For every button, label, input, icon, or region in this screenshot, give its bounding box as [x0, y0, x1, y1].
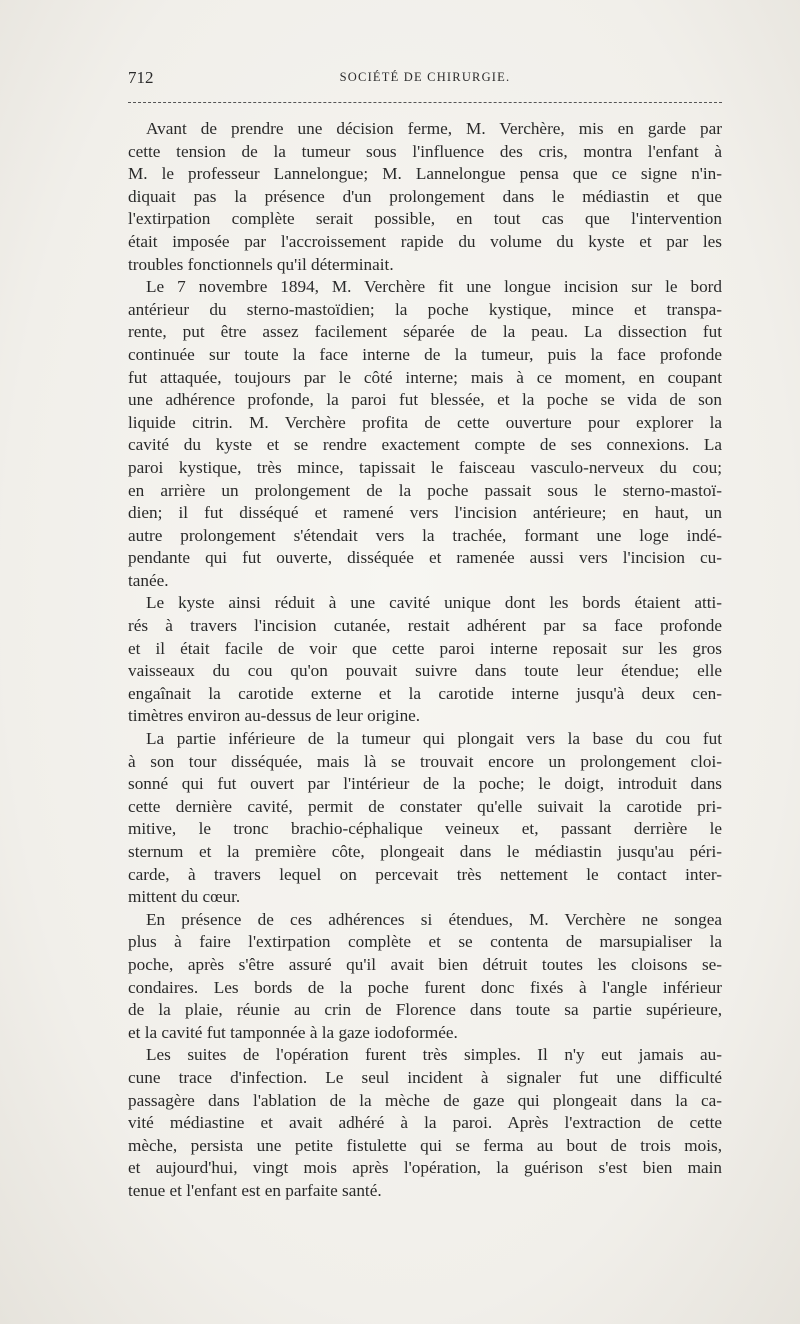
text-line: antérieur du sterno-mastoïdien; la poche kystique, mince et transpa- [128, 299, 722, 319]
text-line: diquait pas la présence d'un prolongement dans le médiastin et que [128, 186, 722, 206]
text-line: timètres environ au-dessus de leur origine. [128, 706, 421, 726]
paragraph [128, 118, 722, 276]
text-line: M. le professeur Lannelongue; M. Lannelongue pensa que ce signe n'in- [128, 164, 722, 184]
text-line: continuée sur toute la face interne de la tumeur, puis la face profonde [128, 344, 722, 364]
text-line: carde, à travers lequel on percevait très nettement le contact inter- [128, 864, 722, 884]
text-line: et la cavité fut tamponnée à la gaze iodoformée. [128, 1022, 458, 1042]
paragraph [128, 276, 722, 592]
text-line: et aujourd'hui, vingt mois après l'opération, la guérison s'est bien main [128, 1158, 722, 1178]
text-line: fut attaquée, toujours par le côté interne; mais à ce moment, en coupant [128, 367, 722, 387]
text-line: passagère dans l'ablation de la mèche de gaze qui plongeait dans la ca- [128, 1090, 722, 1110]
text-line: vité médiastine et avait adhéré à la paroi. Après l'extraction de cette [128, 1113, 722, 1133]
text-line: engaînait la carotide externe et la carotide interne jusqu'à deux cen- [128, 683, 722, 703]
text-line: était imposée par l'accroissement rapide du volume du kyste et par les [128, 231, 722, 251]
text-line: l'extirpation complète serait possible, en tout cas que l'intervention [128, 209, 722, 229]
text-line: La partie inférieure de la tumeur qui plongait vers la base du cou fut [146, 729, 722, 749]
text-line: rés à travers l'incision cutanée, restait adhérent par sa face profonde [128, 616, 722, 636]
text-line: sternum et la première côte, plongeait dans le médiastin jusqu'au péri- [128, 842, 722, 861]
text-line: plus à faire l'extirpation complète et se contenta de marsupialiser la [128, 932, 722, 952]
text-line: dien; il fut disséqué et ramené vers l'incision antérieure; en haut, un [128, 503, 722, 523]
text-line: tenue et l'enfant est en parfaite santé. [128, 1180, 382, 1200]
text-line: poche, après s'être assuré qu'il avait bien détruit toutes les cloisons se- [128, 954, 722, 974]
text-line: cette tension de la tumeur sous l'influence des cris, montra l'enfant à [128, 141, 722, 161]
text-line: pendante qui fut ouverte, disséquée et ramenée aussi vers l'incision cu- [128, 548, 722, 568]
text-line: mitive, le tronc brachio-céphalique veineux et, passant derrière le [128, 819, 722, 839]
paragraph [128, 592, 722, 728]
page-header [128, 68, 722, 92]
text-line: troubles fonctionnels qu'il déterminait. [128, 254, 394, 274]
text-line: de la plaie, réunie au crin de Florence dans toute sa partie supérieure, [128, 1000, 722, 1020]
text-line: liquide citrin. M. Verchère profita de cette ouverture pour explorer la [128, 412, 722, 432]
text-line: Le kyste ainsi réduit à une cavité unique dont les bords étaient atti- [146, 593, 722, 613]
text-line: Le 7 novembre 1894, M. Verchère fit une longue incision sur le bord [146, 277, 722, 297]
text-line: sonné qui fut ouvert par l'intérieur de la poche; le doigt, introduit dans [128, 774, 722, 794]
text-line: à son tour disséquée, mais là se trouvait encore un prolongement cloi- [128, 751, 722, 771]
text-line: Avant de prendre une décision ferme, M. Verchère, mis en garde par [146, 119, 722, 138]
text-line: cette dernière cavité, permit de constater qu'elle suivait la carotide pri- [128, 796, 722, 816]
paragraph [128, 1044, 722, 1202]
text-line: condaires. Les bords de la poche furent donc fixés à l'angle inférieur [128, 977, 722, 997]
text-line: en arrière un prolongement de la poche passait sous le sterno-mastoï- [128, 480, 722, 500]
text-line: mittent du cœur. [128, 887, 241, 907]
text-line: autre prolongement s'étendait vers la trachée, formant une loge indé- [128, 525, 722, 545]
text-line: Les suites de l'opération furent très simples. Il n'y eut jamais au- [146, 1045, 722, 1065]
header-rule [128, 102, 722, 103]
text-line: cune trace d'infection. Le seul incident à signaler fut une difficulté [128, 1067, 722, 1087]
text-line: et il était facile de voir que cette paroi interne reposait sur les gros [128, 638, 722, 658]
paragraph [128, 909, 722, 1045]
text-line: mèche, persista une petite fistulette qui se ferma au bout de trois mois, [128, 1135, 722, 1155]
text-line: En présence de ces adhérences si étendues, M. Verchère ne songea [146, 909, 722, 929]
paragraph [128, 728, 722, 909]
text-line: une adhérence profonde, la paroi fut blessée, et la poche se vida de son [128, 390, 722, 410]
text-line: vaisseaux du cou qu'on pouvait suivre dans toute leur étendue; elle [128, 661, 722, 681]
text-line: tanée. [128, 570, 169, 590]
page-number: 712 [128, 68, 154, 87]
text-line: rente, put être assez facilement séparée de la peau. La dissection fut [128, 322, 722, 342]
running-title: SOCIÉTÉ DE CHIRURGIE. [339, 70, 511, 84]
text-line: paroi kystique, très mince, tapissait le faisceau vasculo-nerveux du cou; [128, 457, 722, 477]
body-text [128, 118, 722, 1203]
text-line: cavité du kyste et se rendre exactement compte de ses connexions. La [128, 435, 722, 455]
